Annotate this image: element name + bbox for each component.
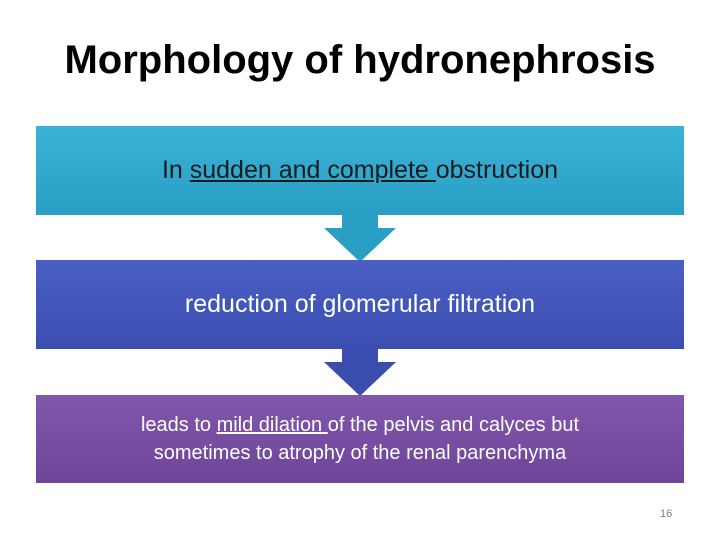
step-text: reduction of glomerular filtration <box>184 290 536 318</box>
arrow-down-icon <box>324 214 396 262</box>
page-number: 16 <box>660 508 673 520</box>
step-text: leads to mild dilation of the pelvis and calyces but sometimes to atrophy of the renal parenchyma <box>140 414 580 464</box>
step-box-dilation <box>36 395 684 483</box>
step-text: In sudden and complete obstruction <box>161 156 559 184</box>
slide-title: Morphology of hydronephrosis <box>64 38 656 82</box>
arrow-down-icon <box>324 348 396 396</box>
step-box-filtration <box>36 260 684 349</box>
step-box-obstruction <box>36 126 684 215</box>
